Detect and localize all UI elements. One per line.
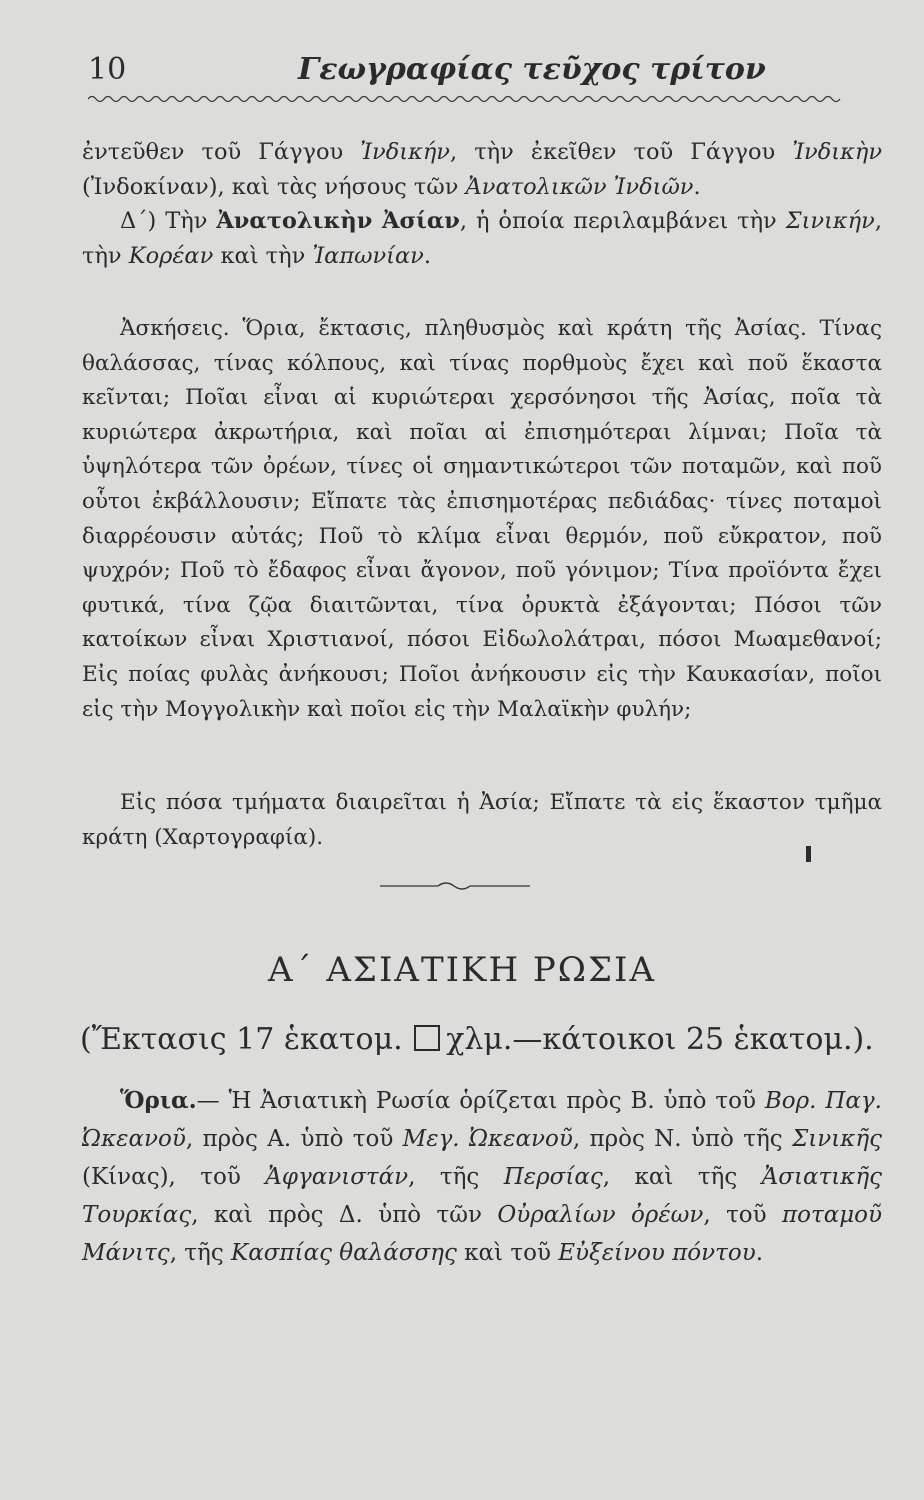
page-header bbox=[88, 52, 880, 96]
intro-paragraph bbox=[82, 135, 882, 273]
place-name: Ἀσιατικῆς Τουρκίας bbox=[82, 1164, 882, 1228]
borders-text: (Κίνας), τοῦ bbox=[82, 1164, 266, 1190]
intro-text: ἐντεῦθεν τοῦ Γάγγου bbox=[82, 139, 361, 165]
exercises-paragraph bbox=[82, 312, 882, 727]
place-name: ποταμοῦ Μάνιτς bbox=[82, 1202, 883, 1266]
page-number: 10 bbox=[88, 52, 127, 87]
section-label: Δ΄) Τὴν bbox=[120, 208, 217, 235]
intro-text: , τὴν ἐκεῖθεν τοῦ Γάγγου bbox=[449, 139, 793, 165]
place-name: Κασπίας θαλάσσης bbox=[231, 1240, 457, 1266]
extent-line bbox=[80, 1022, 880, 1057]
borders-text: , πρὸς Ν. ὑπὸ τῆς bbox=[572, 1126, 792, 1152]
place-name: Εὐξείνου πόντου bbox=[558, 1240, 756, 1266]
intro-text: , τὴν bbox=[82, 208, 882, 269]
intro-text: (Ἰνδοκίναν), καὶ τὰς νήσους τῶν bbox=[82, 173, 466, 200]
borders-text: , πρὸς Α. ὑπὸ τοῦ bbox=[185, 1126, 403, 1152]
place-name: Σινικήν bbox=[785, 208, 875, 235]
exercises-text: Ἀσκήσεις. Ὅρια, ἔκτασις, πληθυσμὸς καὶ κράτη τῆς Ἀσίας. Τίνας θαλάσσας, τίνας κόλπους, καὶ τίνας πορθμοὺς ἔχει καὶ ποῦ ἕκαστα κεῖνται; Ποῖαι εἶναι αἱ κυριώτεραι χερσόνησοι τῆς Ἀσίας, ποῖα τὰ κυριώτερα ἀκρωτήρια, καὶ ποῖαι αἱ ἐπισημότεραι λίμναι; Ποῖα τὰ ὑψηλότερα τῶν ὀρέων, τίνες οἱ σημαντικώτεροι τῶν ποταμῶν, καὶ ποῦ οὗτοι ἐκβάλλουσιν; Εἴπατε τὰς ἐπισημοτέρας πεδιάδας· τίνες ποταμοὶ διαρρέουσιν αὐτάς; Ποῦ τὸ κλίμα εἶναι θερμόν, ποῦ εὔκρατον, ποῦ ψυχρόν; Ποῦ τὸ ἔδαφος εἶναι ἄγονον, ποῦ γόνιμον; Τίνα προϊόντα ἔχει φυτικά, τίνα ζῷα διαιτῶνται, τίνα ὀρυκτὰ ἐξάγονται; Πόσοι τῶν κατοίκων εἶναι Χριστιανοί, πόσοι Εἰδωλολάτραι, πόσοι Μωαμεθανοί; Εἰς ποίας φυλὰς ἀνήκουσι; Ποῖοι ἀνήκουσιν εἰς τὴν Καυκασίαν, ποῖοι εἰς τὴν Μογγολικὴν καὶ ποῖοι εἰς τὴν Μαλαϊκὴν φυλήν; bbox=[82, 316, 882, 722]
borders-text: , τῆς bbox=[169, 1240, 232, 1266]
ink-mark bbox=[806, 846, 811, 862]
region-heading: Ἀνατολικὴν Ἀσίαν bbox=[216, 208, 460, 235]
place-name: Περσίας bbox=[503, 1164, 603, 1190]
intro-text: . bbox=[693, 173, 701, 200]
map-exercise-text: Εἰς πόσα τμήματα διαιρεῖται ἡ Ἀσία; Εἴπατε τὰ εἰς ἕκαστον τμῆμα κράτη (Χαρτογραφία). bbox=[82, 790, 882, 850]
map-exercise bbox=[82, 786, 882, 855]
place-name: Κορέαν bbox=[128, 242, 214, 269]
section-title: Α΄ ΑΣΙΑΤΙΚΗ ΡΩΣΙΑ bbox=[268, 950, 656, 990]
intro-text: καὶ τὴν bbox=[213, 242, 313, 269]
extent-population: χλμ.—κάτοικοι 25 ἑκατομ.). bbox=[446, 1022, 874, 1057]
place-name: Ἀνατολικῶν Ἰνδιῶν bbox=[465, 173, 694, 200]
place-name: Μεγ. Ὠκεανοῦ bbox=[402, 1126, 573, 1152]
ornament-divider bbox=[380, 880, 530, 892]
place-name: Ἀφγανιστάν bbox=[265, 1164, 409, 1190]
borders-text: , καὶ πρὸς Δ. ὑπὸ τῶν bbox=[191, 1202, 498, 1228]
extent-area: (Ἔκτασις 17 ἑκατομ. bbox=[80, 1022, 403, 1057]
borders-text: — Ἡ Ἀσιατικὴ Ρωσία ὁρίζεται πρὸς Β. ὑπὸ τοῦ bbox=[196, 1088, 765, 1114]
borders-paragraph bbox=[82, 1082, 882, 1272]
borders-text: . bbox=[755, 1240, 763, 1266]
place-name: Σινικῆς bbox=[791, 1126, 883, 1152]
borders-text: καὶ τοῦ bbox=[456, 1240, 559, 1266]
running-title: Γεωγραφίας τεῦχος τρίτον bbox=[298, 52, 766, 87]
place-name: Οὐραλίων ὀρέων bbox=[497, 1202, 704, 1228]
borders-label: Ὅρια. bbox=[120, 1087, 197, 1114]
borders-text: , τῆς bbox=[408, 1164, 504, 1190]
place-name: Ἰνδικήν bbox=[360, 139, 450, 165]
place-name: Βορ. Παγ. Ὠκεανοῦ bbox=[82, 1088, 882, 1152]
borders-text: , τοῦ bbox=[703, 1202, 783, 1228]
borders-text: , καὶ τῆς bbox=[602, 1164, 762, 1190]
header-rule bbox=[88, 93, 880, 105]
square-symbol bbox=[414, 1025, 440, 1051]
intro-text: , ἡ ὁποία περιλαμβάνει τὴν bbox=[459, 208, 786, 235]
intro-text: . bbox=[423, 242, 432, 269]
place-name: Ἰνδικὴν bbox=[792, 139, 882, 165]
place-name: Ἰαπωνίαν bbox=[312, 242, 424, 269]
